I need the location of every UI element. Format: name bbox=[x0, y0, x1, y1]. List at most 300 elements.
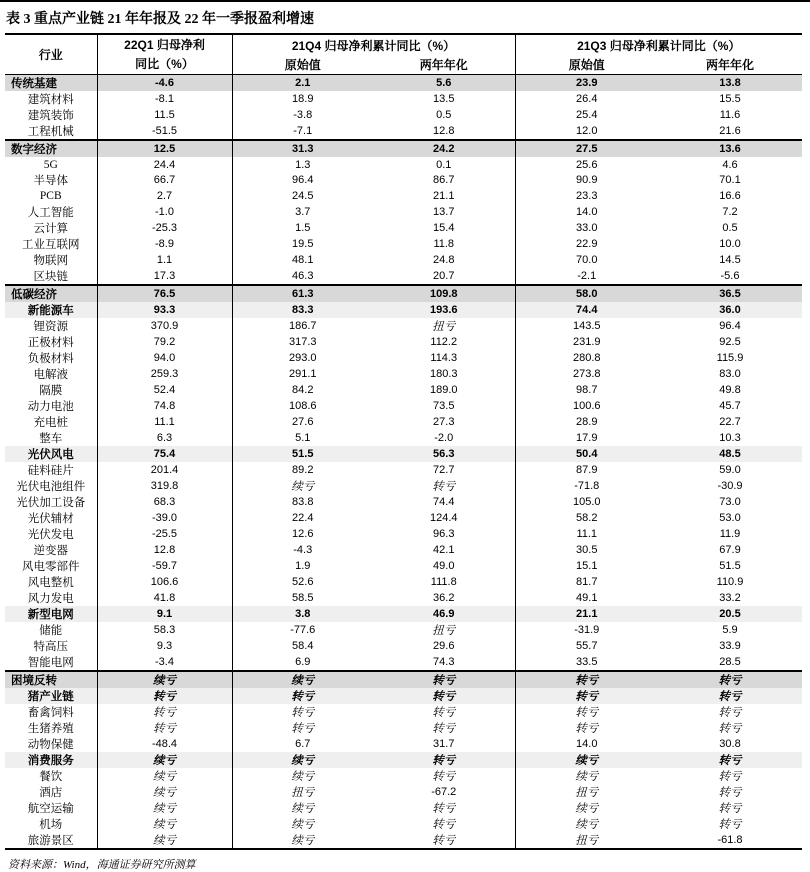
industry-cell: 餐饮 bbox=[39, 770, 63, 783]
table-row bbox=[5, 236, 802, 252]
value-cell: 79.2 bbox=[97, 334, 232, 350]
value-cell: 11.9 bbox=[719, 527, 741, 540]
value-cell: 0.5 bbox=[722, 221, 738, 234]
value-cell: 5.6 bbox=[436, 77, 452, 89]
value-cell: 66.7 bbox=[97, 172, 232, 188]
industry-cell: 逆变器 bbox=[33, 544, 68, 557]
table-row bbox=[5, 542, 802, 558]
value-cell: -8.1 bbox=[97, 91, 232, 107]
value-cell: 续亏 bbox=[515, 768, 658, 784]
value-cell: 转亏 bbox=[432, 706, 456, 719]
value-cell: -48.4 bbox=[97, 736, 232, 752]
value-cell: -25.3 bbox=[97, 220, 232, 236]
value-cell: 27.5 bbox=[515, 140, 658, 157]
value-cell: 21.1 bbox=[433, 190, 455, 203]
value-cell: 231.9 bbox=[515, 334, 658, 350]
value-cell: 续亏 bbox=[232, 752, 373, 768]
industry-cell: 新能源车 bbox=[27, 304, 74, 317]
value-cell: 转亏 bbox=[718, 754, 742, 767]
table-row bbox=[5, 204, 802, 220]
table-row bbox=[5, 494, 802, 510]
table-row bbox=[5, 720, 802, 736]
value-cell: 76.5 bbox=[97, 285, 232, 302]
value-cell: 转亏 bbox=[373, 671, 515, 688]
value-cell: 14.0 bbox=[515, 204, 658, 220]
value-cell: 75.4 bbox=[97, 446, 232, 462]
value-cell: 11.1 bbox=[515, 526, 658, 542]
industry-cell: 生猪养殖 bbox=[27, 722, 74, 735]
value-cell: 72.7 bbox=[433, 463, 455, 476]
value-cell: 11.1 bbox=[97, 414, 232, 430]
industry-cell: 光伏辅材 bbox=[27, 512, 74, 525]
industry-cell: 特高压 bbox=[33, 640, 68, 653]
table-row bbox=[5, 800, 802, 816]
value-cell: 续亏 bbox=[232, 816, 373, 832]
value-cell: -31.9 bbox=[515, 622, 658, 638]
value-cell: 3.7 bbox=[232, 204, 373, 220]
industry-cell: 锂资源 bbox=[33, 320, 68, 333]
value-cell: 13.5 bbox=[433, 93, 455, 105]
value-cell: 6.9 bbox=[232, 654, 373, 671]
value-cell: 30.5 bbox=[515, 542, 658, 558]
value-cell: 180.3 bbox=[429, 367, 458, 380]
industry-cell: 畜禽饲料 bbox=[27, 706, 74, 719]
value-cell: 1.9 bbox=[232, 558, 373, 574]
table-row bbox=[5, 414, 802, 430]
value-cell: 11.8 bbox=[433, 237, 455, 250]
value-cell: 24.5 bbox=[232, 188, 373, 203]
value-cell: 115.9 bbox=[716, 351, 744, 364]
value-cell: 25.6 bbox=[515, 157, 658, 172]
value-cell: 转亏 bbox=[718, 706, 742, 719]
top-rule bbox=[0, 0, 810, 2]
value-cell: -3.8 bbox=[232, 107, 373, 123]
value-cell: 转亏 bbox=[97, 704, 232, 720]
value-cell: 24.8 bbox=[433, 253, 455, 266]
value-cell: 293.0 bbox=[232, 350, 373, 366]
industry-cell: 风电整机 bbox=[27, 576, 74, 589]
table-row bbox=[5, 285, 802, 302]
value-cell: 52.4 bbox=[97, 382, 232, 398]
value-cell: -67.2 bbox=[431, 785, 457, 798]
value-cell: -2.1 bbox=[515, 268, 658, 285]
value-cell: 续亏 bbox=[232, 478, 373, 494]
value-cell: 53.0 bbox=[719, 511, 741, 524]
value-cell: 转亏 bbox=[232, 720, 373, 736]
value-cell: 93.3 bbox=[97, 302, 232, 318]
value-cell: 22.7 bbox=[719, 415, 741, 428]
table-row bbox=[5, 558, 802, 574]
value-cell: 46.3 bbox=[232, 268, 373, 285]
value-cell: 转亏 bbox=[432, 722, 456, 735]
value-cell: 17.3 bbox=[97, 268, 232, 285]
value-cell: 74.4 bbox=[433, 495, 455, 508]
value-cell: 12.5 bbox=[97, 140, 232, 157]
industry-cell: 困境反转 bbox=[5, 671, 97, 688]
value-cell: 转亏 bbox=[232, 704, 373, 720]
industry-cell: 正极材料 bbox=[27, 336, 74, 349]
header-21q3-original: 原始值 bbox=[515, 55, 658, 75]
value-cell: 36.0 bbox=[719, 303, 741, 316]
value-cell: 110.9 bbox=[716, 575, 744, 588]
table-row bbox=[5, 784, 802, 800]
industry-cell: 工程机械 bbox=[27, 126, 74, 138]
value-cell: 12.6 bbox=[232, 526, 373, 542]
industry-cell: 工业互联网 bbox=[22, 238, 80, 251]
value-cell: 98.7 bbox=[515, 382, 658, 398]
value-cell: 112.2 bbox=[430, 335, 458, 348]
value-cell: 33.5 bbox=[515, 654, 658, 671]
industry-cell: 航空运输 bbox=[27, 802, 74, 815]
value-cell: 0.5 bbox=[436, 109, 452, 121]
value-cell: 15.5 bbox=[719, 93, 741, 105]
value-cell: 70.1 bbox=[719, 174, 741, 187]
table-row bbox=[5, 302, 802, 318]
value-cell: 27.6 bbox=[232, 414, 373, 430]
value-cell: 21.1 bbox=[515, 606, 658, 622]
table-header bbox=[5, 34, 802, 75]
value-cell: 259.3 bbox=[97, 366, 232, 382]
value-cell: 转亏 bbox=[432, 802, 456, 815]
industry-cell: 区块链 bbox=[33, 270, 68, 283]
industry-cell: 充电桩 bbox=[33, 416, 68, 429]
value-cell: 13.8 bbox=[719, 77, 741, 89]
table-row bbox=[5, 366, 802, 382]
value-cell: 续亏 bbox=[232, 832, 373, 849]
value-cell: 100.6 bbox=[515, 398, 658, 414]
table-row bbox=[5, 574, 802, 590]
header-21q4-annualized: 两年年化 bbox=[373, 55, 515, 75]
value-cell: 87.9 bbox=[515, 462, 658, 478]
header-21q3-annualized: 两年年化 bbox=[658, 55, 802, 75]
value-cell: -39.0 bbox=[97, 510, 232, 526]
value-cell: 70.0 bbox=[515, 252, 658, 268]
industry-cell: 建筑材料 bbox=[27, 94, 74, 106]
value-cell: 转亏 bbox=[718, 802, 742, 815]
value-cell: 7.2 bbox=[722, 205, 738, 218]
value-cell: 48.1 bbox=[232, 252, 373, 268]
value-cell: 74.8 bbox=[97, 398, 232, 414]
value-cell: 续亏 bbox=[515, 816, 658, 832]
table-row bbox=[5, 654, 802, 671]
industry-cell: 风力发电 bbox=[27, 592, 74, 605]
industry-cell: 物联网 bbox=[33, 254, 68, 267]
value-cell: 9.1 bbox=[97, 606, 232, 622]
value-cell: 转亏 bbox=[515, 688, 658, 704]
value-cell: 扭亏 bbox=[515, 784, 658, 800]
value-cell: 27.3 bbox=[433, 415, 455, 428]
industry-cell: 硅料硅片 bbox=[27, 464, 74, 477]
value-cell: 48.5 bbox=[719, 447, 741, 460]
value-cell: 114.3 bbox=[430, 351, 458, 364]
value-cell: 转亏 bbox=[515, 671, 658, 688]
value-cell: 转亏 bbox=[97, 720, 232, 736]
table-row bbox=[5, 382, 802, 398]
value-cell: 58.2 bbox=[515, 510, 658, 526]
value-cell: 74.4 bbox=[515, 302, 658, 318]
table-row bbox=[5, 622, 802, 638]
value-cell: 13.6 bbox=[658, 140, 802, 157]
value-cell: 108.6 bbox=[232, 398, 373, 414]
header-21q3-group: 21Q3 归母净利累计同比（%） bbox=[515, 34, 802, 55]
table-row bbox=[5, 334, 802, 350]
industry-cell: 电解液 bbox=[33, 368, 68, 381]
value-cell: 89.2 bbox=[232, 462, 373, 478]
value-cell: 转亏 bbox=[718, 722, 742, 735]
table-row bbox=[5, 123, 802, 140]
table-row bbox=[5, 430, 802, 446]
industry-cell: 光伏风电 bbox=[27, 448, 74, 461]
value-cell: 73.0 bbox=[719, 495, 741, 508]
value-cell: 扭亏 bbox=[232, 784, 373, 800]
table-row bbox=[5, 752, 802, 768]
value-cell: 26.4 bbox=[515, 91, 658, 107]
value-cell: 33.0 bbox=[515, 220, 658, 236]
header-22q1-line1: 22Q1 归母净利 bbox=[124, 37, 205, 52]
value-cell: 24.2 bbox=[373, 140, 515, 157]
value-cell: 12.8 bbox=[433, 125, 455, 137]
value-cell: 52.6 bbox=[232, 574, 373, 590]
value-cell: 转亏 bbox=[718, 786, 742, 799]
source-note: 资料来源：Wind，海通证券研究所测算 bbox=[8, 858, 196, 871]
value-cell: 转亏 bbox=[658, 671, 802, 688]
value-cell: 20.7 bbox=[433, 269, 455, 282]
value-cell: 81.7 bbox=[515, 574, 658, 590]
industry-cell: 动物保健 bbox=[27, 738, 74, 751]
industry-cell: 动力电池 bbox=[27, 400, 74, 413]
table-body bbox=[5, 75, 802, 849]
value-cell: 58.5 bbox=[232, 590, 373, 606]
value-cell: 370.9 bbox=[97, 318, 232, 334]
value-cell: 143.5 bbox=[515, 318, 658, 334]
value-cell: 45.7 bbox=[719, 399, 741, 412]
table-row bbox=[5, 446, 802, 462]
value-cell: 转亏 bbox=[432, 754, 456, 767]
value-cell: 291.1 bbox=[232, 366, 373, 382]
table-row bbox=[5, 510, 802, 526]
header-22q1-line2: 同比（%） bbox=[135, 56, 194, 71]
industry-cell: 消费服务 bbox=[27, 754, 74, 767]
industry-cell: 新型电网 bbox=[27, 608, 74, 621]
value-cell: 转亏 bbox=[718, 690, 742, 703]
table-row bbox=[5, 140, 802, 157]
value-cell: 58.0 bbox=[515, 285, 658, 302]
industry-cell: 整车 bbox=[39, 432, 63, 445]
value-cell: 31.3 bbox=[232, 140, 373, 157]
value-cell: 111.8 bbox=[430, 575, 457, 588]
value-cell: 193.6 bbox=[429, 303, 458, 316]
value-cell: 36.2 bbox=[433, 591, 455, 604]
value-cell: 14.0 bbox=[515, 736, 658, 752]
header-22q1-yoy bbox=[97, 34, 232, 75]
value-cell: -3.4 bbox=[97, 654, 232, 671]
value-cell: 61.3 bbox=[232, 285, 373, 302]
industry-cell: 酒店 bbox=[39, 786, 63, 799]
value-cell: 96.4 bbox=[232, 172, 373, 188]
value-cell: 319.8 bbox=[97, 478, 232, 494]
value-cell: -1.0 bbox=[97, 204, 232, 220]
value-cell: 67.9 bbox=[719, 543, 741, 556]
value-cell: 90.9 bbox=[515, 172, 658, 188]
value-cell: 68.3 bbox=[97, 494, 232, 510]
value-cell: 转亏 bbox=[515, 704, 658, 720]
value-cell: 56.3 bbox=[433, 447, 455, 460]
table-row bbox=[5, 816, 802, 832]
industry-cell: 云计算 bbox=[33, 222, 68, 235]
value-cell: 0.1 bbox=[436, 158, 452, 171]
industry-cell: 机场 bbox=[39, 818, 63, 831]
value-cell: 19.5 bbox=[232, 236, 373, 252]
value-cell: 83.0 bbox=[719, 367, 741, 380]
value-cell: 12.0 bbox=[515, 123, 658, 140]
value-cell: 106.6 bbox=[97, 574, 232, 590]
table-row bbox=[5, 220, 802, 236]
industry-cell: 风电零部件 bbox=[22, 560, 80, 573]
value-cell: 3.8 bbox=[232, 606, 373, 622]
value-cell: -30.9 bbox=[717, 479, 743, 492]
value-cell: 转亏 bbox=[515, 720, 658, 736]
value-cell: 58.3 bbox=[97, 622, 232, 638]
value-cell: -4.6 bbox=[97, 75, 232, 92]
value-cell: 186.7 bbox=[232, 318, 373, 334]
value-cell: 58.4 bbox=[232, 638, 373, 654]
value-cell: 续亏 bbox=[97, 768, 232, 784]
value-cell: 转亏 bbox=[373, 832, 515, 849]
industry-cell: 低碳经济 bbox=[5, 285, 97, 302]
value-cell: -25.5 bbox=[97, 526, 232, 542]
table-row bbox=[5, 590, 802, 606]
value-cell: 51.5 bbox=[232, 446, 373, 462]
value-cell: 转亏 bbox=[432, 480, 456, 493]
value-cell: 41.8 bbox=[97, 590, 232, 606]
value-cell: 21.6 bbox=[719, 125, 741, 137]
value-cell: 86.7 bbox=[433, 174, 455, 187]
value-cell: 36.5 bbox=[658, 285, 802, 302]
industry-cell: 光伏加工设备 bbox=[16, 496, 86, 509]
value-cell: -4.3 bbox=[232, 542, 373, 558]
table-row bbox=[5, 157, 802, 172]
value-cell: 续亏 bbox=[97, 784, 232, 800]
value-cell: 31.7 bbox=[433, 737, 455, 750]
value-cell: 22.9 bbox=[515, 236, 658, 252]
value-cell: 1.3 bbox=[232, 157, 373, 172]
value-cell: 转亏 bbox=[232, 688, 373, 704]
value-cell: 74.3 bbox=[433, 655, 455, 668]
industry-cell: 猪产业链 bbox=[27, 690, 74, 703]
value-cell: 续亏 bbox=[97, 752, 232, 768]
value-cell: 17.9 bbox=[515, 430, 658, 446]
value-cell: 83.8 bbox=[232, 494, 373, 510]
header-row-groups bbox=[5, 34, 802, 55]
value-cell: 201.4 bbox=[97, 462, 232, 478]
table-row bbox=[5, 462, 802, 478]
value-cell: 转亏 bbox=[718, 770, 742, 783]
table-row bbox=[5, 638, 802, 654]
value-cell: 1.1 bbox=[97, 252, 232, 268]
value-cell: 续亏 bbox=[232, 768, 373, 784]
value-cell: 42.1 bbox=[433, 543, 455, 556]
table-row bbox=[5, 606, 802, 622]
value-cell: 51.5 bbox=[719, 559, 741, 572]
value-cell: 189.0 bbox=[429, 383, 458, 396]
value-cell: 49.8 bbox=[719, 383, 741, 396]
industry-cell: 建筑装饰 bbox=[27, 110, 74, 122]
value-cell: 2.7 bbox=[97, 188, 232, 203]
value-cell: 280.8 bbox=[515, 350, 658, 366]
value-cell: -59.7 bbox=[97, 558, 232, 574]
value-cell: 29.6 bbox=[433, 639, 455, 652]
value-cell: 10.0 bbox=[719, 237, 741, 250]
table-row bbox=[5, 671, 802, 688]
table-row bbox=[5, 268, 802, 285]
value-cell: 18.9 bbox=[232, 91, 373, 107]
industry-cell: 隔膜 bbox=[39, 384, 63, 397]
value-cell: 转亏 bbox=[718, 818, 742, 831]
value-cell: 49.0 bbox=[433, 559, 455, 572]
value-cell: 24.4 bbox=[97, 157, 232, 172]
value-cell: 2.1 bbox=[232, 75, 373, 92]
table-row bbox=[5, 75, 802, 92]
industry-cell: 传统基建 bbox=[11, 78, 57, 90]
value-cell: 59.0 bbox=[719, 463, 741, 476]
value-cell: 73.5 bbox=[433, 399, 455, 412]
industry-cell: 数字经济 bbox=[5, 140, 97, 157]
table-row bbox=[5, 768, 802, 784]
industry-cell: 光伏电池组件 bbox=[16, 480, 86, 493]
value-cell: 续亏 bbox=[232, 800, 373, 816]
table-row bbox=[5, 91, 802, 107]
table-row bbox=[5, 172, 802, 188]
table-row bbox=[5, 832, 802, 849]
industry-cell: 光伏发电 bbox=[27, 528, 74, 541]
value-cell: 50.4 bbox=[515, 446, 658, 462]
value-cell: -7.1 bbox=[232, 123, 373, 140]
value-cell: 33.9 bbox=[719, 639, 741, 652]
value-cell: 扭亏 bbox=[515, 832, 658, 849]
value-cell: 96.4 bbox=[719, 319, 741, 332]
value-cell: 扭亏 bbox=[432, 624, 456, 637]
value-cell: 28.5 bbox=[719, 655, 741, 668]
value-cell: -71.8 bbox=[515, 478, 658, 494]
industry-cell: 半导体 bbox=[33, 175, 68, 188]
table-row bbox=[5, 107, 802, 123]
value-cell: 转亏 bbox=[97, 688, 232, 704]
value-cell: 9.3 bbox=[97, 638, 232, 654]
value-cell: 续亏 bbox=[97, 800, 232, 816]
value-cell: 25.4 bbox=[515, 107, 658, 123]
value-cell: -2.0 bbox=[434, 431, 454, 444]
industry-cell: 智能电网 bbox=[27, 656, 74, 669]
value-cell: 续亏 bbox=[97, 816, 232, 832]
value-cell: 20.5 bbox=[719, 607, 741, 620]
value-cell: 1.5 bbox=[232, 220, 373, 236]
table-row bbox=[5, 318, 802, 334]
table-row bbox=[5, 688, 802, 704]
value-cell: 12.8 bbox=[97, 542, 232, 558]
value-cell: 96.3 bbox=[433, 527, 455, 540]
table-row bbox=[5, 252, 802, 268]
industry-cell: 储能 bbox=[39, 624, 63, 637]
value-cell: 14.5 bbox=[719, 253, 741, 266]
table-row bbox=[5, 188, 802, 203]
value-cell: 6.3 bbox=[97, 430, 232, 446]
value-cell: 续亏 bbox=[232, 671, 373, 688]
value-cell: 124.4 bbox=[429, 511, 458, 524]
value-cell: 5.9 bbox=[722, 623, 738, 636]
value-cell: 转亏 bbox=[432, 690, 456, 703]
table-row bbox=[5, 478, 802, 494]
value-cell: 109.8 bbox=[373, 285, 515, 302]
